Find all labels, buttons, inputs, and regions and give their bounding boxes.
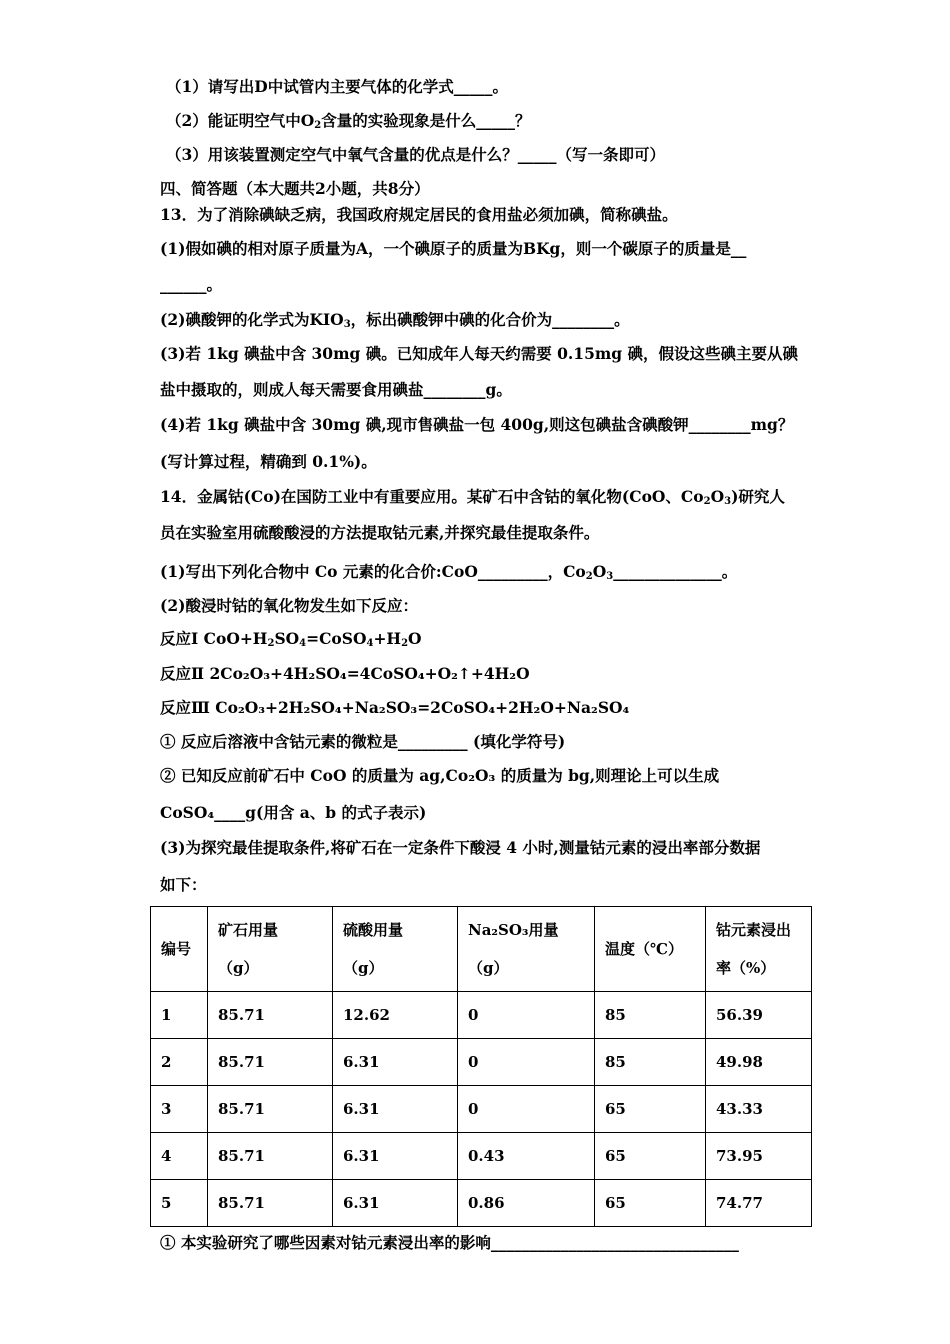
question-line: (1)写出下列化合物中 Co 元素的化合价:CoO_________，$Co_2O_3\_\_\_\_\_\_\_\_\_\_\_\_\_\_$。	[160, 562, 738, 582]
question-13-stem: 13．为了消除碘缺乏病，我国政府规定居民的食用盐必须加碘，简称碘盐。	[160, 205, 678, 224]
table-row	[151, 992, 812, 1039]
table-cell: 85.71	[208, 1039, 333, 1086]
table-row	[151, 1086, 812, 1133]
table-cell: 49.98	[706, 1039, 812, 1086]
table-cell: 85.71	[208, 1180, 333, 1227]
question-line: 如下：	[160, 875, 207, 894]
data-table	[150, 906, 812, 1227]
question-line: ② 已知反应前矿石中 CoO 的质量为 ag,Co₂O₃ 的质量为 bg,则理论上可以生成	[160, 766, 720, 785]
question-line: ① 本实验研究了哪些因素对钴元素浸出率的影响________________________________	[160, 1233, 739, 1252]
question-line: (2)酸浸时钴的氧化物发生如下反应：	[160, 596, 418, 615]
question-line: (2)碘酸钾的化学式为$KIO_3$，标出碘酸钾中碘的化合价为________。	[160, 310, 630, 330]
table-cell: 2	[151, 1039, 208, 1086]
table-cell: 85.71	[208, 1086, 333, 1133]
question-line: (3)为探究最佳提取条件,将矿石在一定条件下酸浸 4 小时,测量钴元素的浸出率部分数据	[160, 838, 761, 857]
table-cell: 6.31	[333, 1133, 458, 1180]
table-header-row	[151, 907, 812, 992]
table-row	[151, 1180, 812, 1227]
table-cell: 65	[595, 1086, 706, 1133]
table-row	[151, 1133, 812, 1180]
table-row	[151, 1039, 812, 1086]
table-header: 温度（℃）	[595, 907, 706, 992]
reaction-1: 反应Ⅰ $CoO+H_2SO_4=CoSO_4+H_2O$	[160, 629, 422, 649]
table-header: 硫酸用量 （g）	[333, 907, 458, 992]
table-cell: 85.71	[208, 1133, 333, 1180]
question-line: (4)若 1kg 碘盐中含 30mg 碘,现市售碘盐一包 400g,则这包碘盐含碘酸钾________mg？	[160, 415, 794, 434]
question-line: （1）请写出D中试管内主要气体的化学式_____。	[166, 77, 508, 96]
table-cell: 43.33	[706, 1086, 812, 1133]
table-cell: 1	[151, 992, 208, 1039]
section-heading: 四、简答题（本大题共2小题，共8分）	[160, 179, 430, 198]
table-cell: 12.62	[333, 992, 458, 1039]
table-cell: 4	[151, 1133, 208, 1180]
question-14-stem: 14．金属钴(Co)在国防工业中有重要应用。某矿石中含钴的氧化物(CoO、$Co_2O_3$)研究人	[160, 487, 785, 507]
table-cell: 0.86	[458, 1180, 595, 1227]
table-cell: 6.31	[333, 1180, 458, 1227]
reaction-3: 反应Ⅲ Co₂O₃+2H₂SO₄+Na₂SO₃=2CoSO₄+2H₂O+Na₂SO₄	[160, 698, 630, 717]
table-header: 矿石用量 （g）	[208, 907, 333, 992]
table-cell: 6.31	[333, 1086, 458, 1133]
table-header: Na₂SO₃用量 （g）	[458, 907, 595, 992]
table-cell: 65	[595, 1133, 706, 1180]
table-cell: 0	[458, 992, 595, 1039]
question-line: (3)若 1kg 碘盐中含 30mg 碘。已知成年人每天约需要 0.15mg 碘，假设这些碘主要从碘	[160, 344, 798, 363]
question-line: CoSO₄____g(用含 a、b 的式子表示)	[160, 803, 427, 822]
reaction-2: 反应Ⅱ 2Co₂O₃+4H₂SO₄=4CoSO₄+O₂↑+4H₂O	[160, 664, 530, 683]
table-cell: 56.39	[706, 992, 812, 1039]
table-cell: 0.43	[458, 1133, 595, 1180]
table-cell: 0	[458, 1039, 595, 1086]
question-line: （3）用该装置测定空气中氧气含量的优点是什么？_____（写一条即可）	[166, 145, 666, 164]
table-header: 钴元素浸出 率（%）	[706, 907, 812, 992]
table-header: 编号	[151, 907, 208, 992]
table-cell: 74.77	[706, 1180, 812, 1227]
question-line: 员在实验室用硫酸酸浸的方法提取钴元素,并探究最佳提取条件。	[160, 523, 600, 542]
table-cell: 73.95	[706, 1133, 812, 1180]
table-cell: 5	[151, 1180, 208, 1227]
question-line: ______。	[160, 275, 223, 294]
table-cell: 85	[595, 992, 706, 1039]
table-cell: 6.31	[333, 1039, 458, 1086]
question-line: 盐中摄取的，则成人每天需要食用碘盐________g。	[160, 380, 512, 399]
table-cell: 0	[458, 1086, 595, 1133]
table-cell: 85.71	[208, 992, 333, 1039]
table-cell: 85	[595, 1039, 706, 1086]
question-line: (写计算过程，精确到 0.1%)。	[160, 452, 377, 471]
question-line: ① 反应后溶液中含钴元素的微粒是_________ (填化学符号)	[160, 732, 566, 751]
table-cell: 65	[595, 1180, 706, 1227]
table-cell: 3	[151, 1086, 208, 1133]
question-line: (1)假如碘的相对原子质量为A，一个碘原子的质量为BKg，则一个碳原子的质量是__	[160, 239, 747, 258]
question-line: （2）能证明空气中$O_2$含量的实验现象是什么_____？	[166, 111, 531, 131]
